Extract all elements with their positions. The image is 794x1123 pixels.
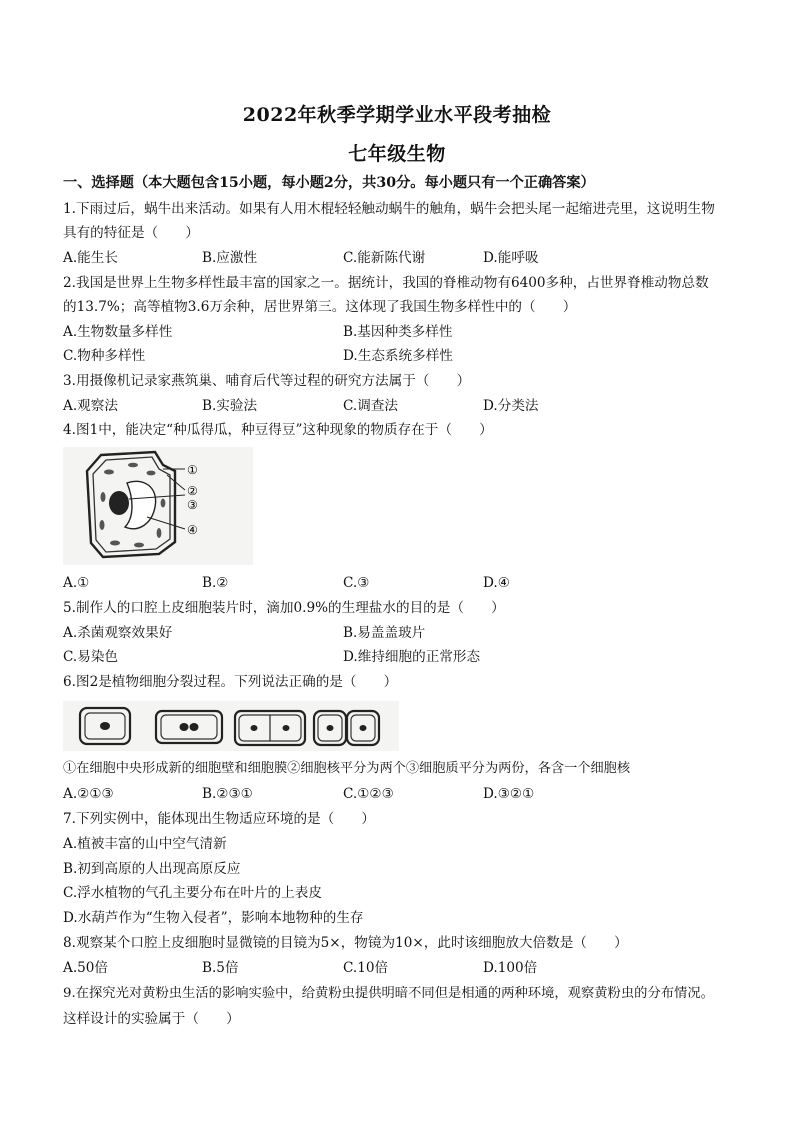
q8-option-c: C.10倍 (343, 960, 389, 976)
q5-option-d: D.维持细胞的正常形态 (343, 649, 481, 665)
q3-option-d: D.分类法 (483, 398, 539, 414)
q2-option-c: C.物种多样性 (63, 348, 146, 364)
figure-1-plant-cell-diagram (63, 447, 253, 565)
label-4: ④ (187, 523, 198, 537)
label-2: ② (187, 484, 198, 498)
q5-option-b: B.易盖盖玻片 (343, 625, 426, 641)
q6-stem: 6.图2是植物细胞分裂过程。下列说法正确的是（ ） (63, 674, 398, 690)
q1-option-d: D.能呼吸 (483, 250, 539, 266)
q7-option-a: A.植被丰富的山中空气清新 (63, 836, 227, 852)
subject-title: 七年级生物 (348, 143, 446, 165)
q3-option-b: B.实验法 (202, 398, 258, 414)
figure-2-cell-division-diagram (63, 701, 399, 751)
q4-option-c: C.③ (343, 575, 370, 591)
q6-statements: ①在细胞中央形成新的细胞壁和细胞膜②细胞核平分为两个③细胞质平分为两份，各含一个细胞核 (63, 761, 631, 776)
q1-stem-line2: 具有的特征是（ ） (63, 225, 199, 241)
q5-option-a: A.杀菌观察效果好 (63, 625, 173, 641)
q5-stem: 5.制作人的口腔上皮细胞装片时，滴加0.9%的生理盐水的目的是（ ） (63, 600, 505, 616)
q5-option-c: C.易染色 (63, 649, 119, 665)
q8-option-d: D.100倍 (483, 960, 538, 976)
label-1: ① (187, 463, 198, 477)
q4-option-a: A.① (63, 575, 90, 591)
q9-stem-line2: 这样设计的实验属于（ ） (63, 1011, 240, 1027)
q8-option-b: B.5倍 (202, 960, 239, 976)
q1-option-c: C.能新陈代谢 (343, 250, 426, 266)
q7-option-c: C.浮水植物的气孔主要分布在叶片的上表皮 (63, 885, 322, 901)
q2-option-d: D.生态系统多样性 (343, 348, 453, 364)
q3-stem: 3.用摄像机记录家燕筑巢、哺育后代等过程的研究方法属于（ ） (63, 373, 471, 389)
q7-option-b: B.初到高原的人出现高原反应 (63, 861, 241, 877)
nucleus (109, 491, 129, 515)
q2-stem-line1: 2.我国是世界上生物多样性最丰富的国家之一。据统计，我国的脊椎动物有6400多种，占世界脊椎动物总数 (63, 275, 709, 291)
exam-title: 2022年秋季学期学业水平段考抽检 (242, 104, 552, 126)
q2-option-a: A.生物数量多样性 (63, 324, 173, 340)
label-3: ③ (187, 498, 198, 512)
q7-stem: 7.下列实例中，能体现出生物适应环境的是（ ） (63, 811, 376, 827)
q3-option-a: A.观察法 (63, 398, 118, 414)
q6-option-a: A.②①③ (63, 786, 114, 802)
q4-stem: 4.图1中，能决定“种瓜得瓜，种豆得豆”这种现象的物质存在于（ ） (63, 422, 493, 438)
q4-option-d: D.④ (483, 575, 510, 591)
q4-option-b: B.② (202, 575, 229, 591)
q1-stem-line1: 1.下雨过后，蜗牛出来活动。如果有人用木棍轻轻触动蜗牛的触角，蜗牛会把头尾一起缩进壳里，这说明生物 (63, 201, 715, 217)
q3-option-c: C.调查法 (343, 398, 399, 414)
q2-option-b: B.基因种类多样性 (343, 324, 453, 340)
q1-option-b: B.应激性 (202, 250, 258, 266)
q6-option-b: B.②③① (202, 786, 253, 802)
q6-option-d: D.③②① (483, 786, 535, 802)
q7-option-d: D.水葫芦作为“生物入侵者”，影响本地物种的生存 (63, 910, 364, 926)
q2-stem-line2: 的13.7%；高等植物3.6万余种，居世界第三。这体现了我国生物多样性中的（ ） (63, 299, 577, 315)
q1-option-a: A.能生长 (63, 250, 118, 266)
q9-stem-line1: 9.在探究光对黄粉虫生活的影响实验中，给黄粉虫提供明暗不同但是相通的两种环境，观察黄粉虫的分布情况。 (63, 986, 714, 1001)
q8-stem: 8.观察某个口腔上皮细胞时显微镜的目镜为5×，物镜为10×，此时该细胞放大倍数是（ ） (63, 935, 628, 951)
q6-option-c: C.①②③ (343, 786, 394, 802)
section-heading: 一、选择题（本大题包含15小题，每小题2分，共30分。每小题只有一个正确答案） (63, 175, 595, 191)
q8-option-a: A.50倍 (63, 960, 109, 976)
